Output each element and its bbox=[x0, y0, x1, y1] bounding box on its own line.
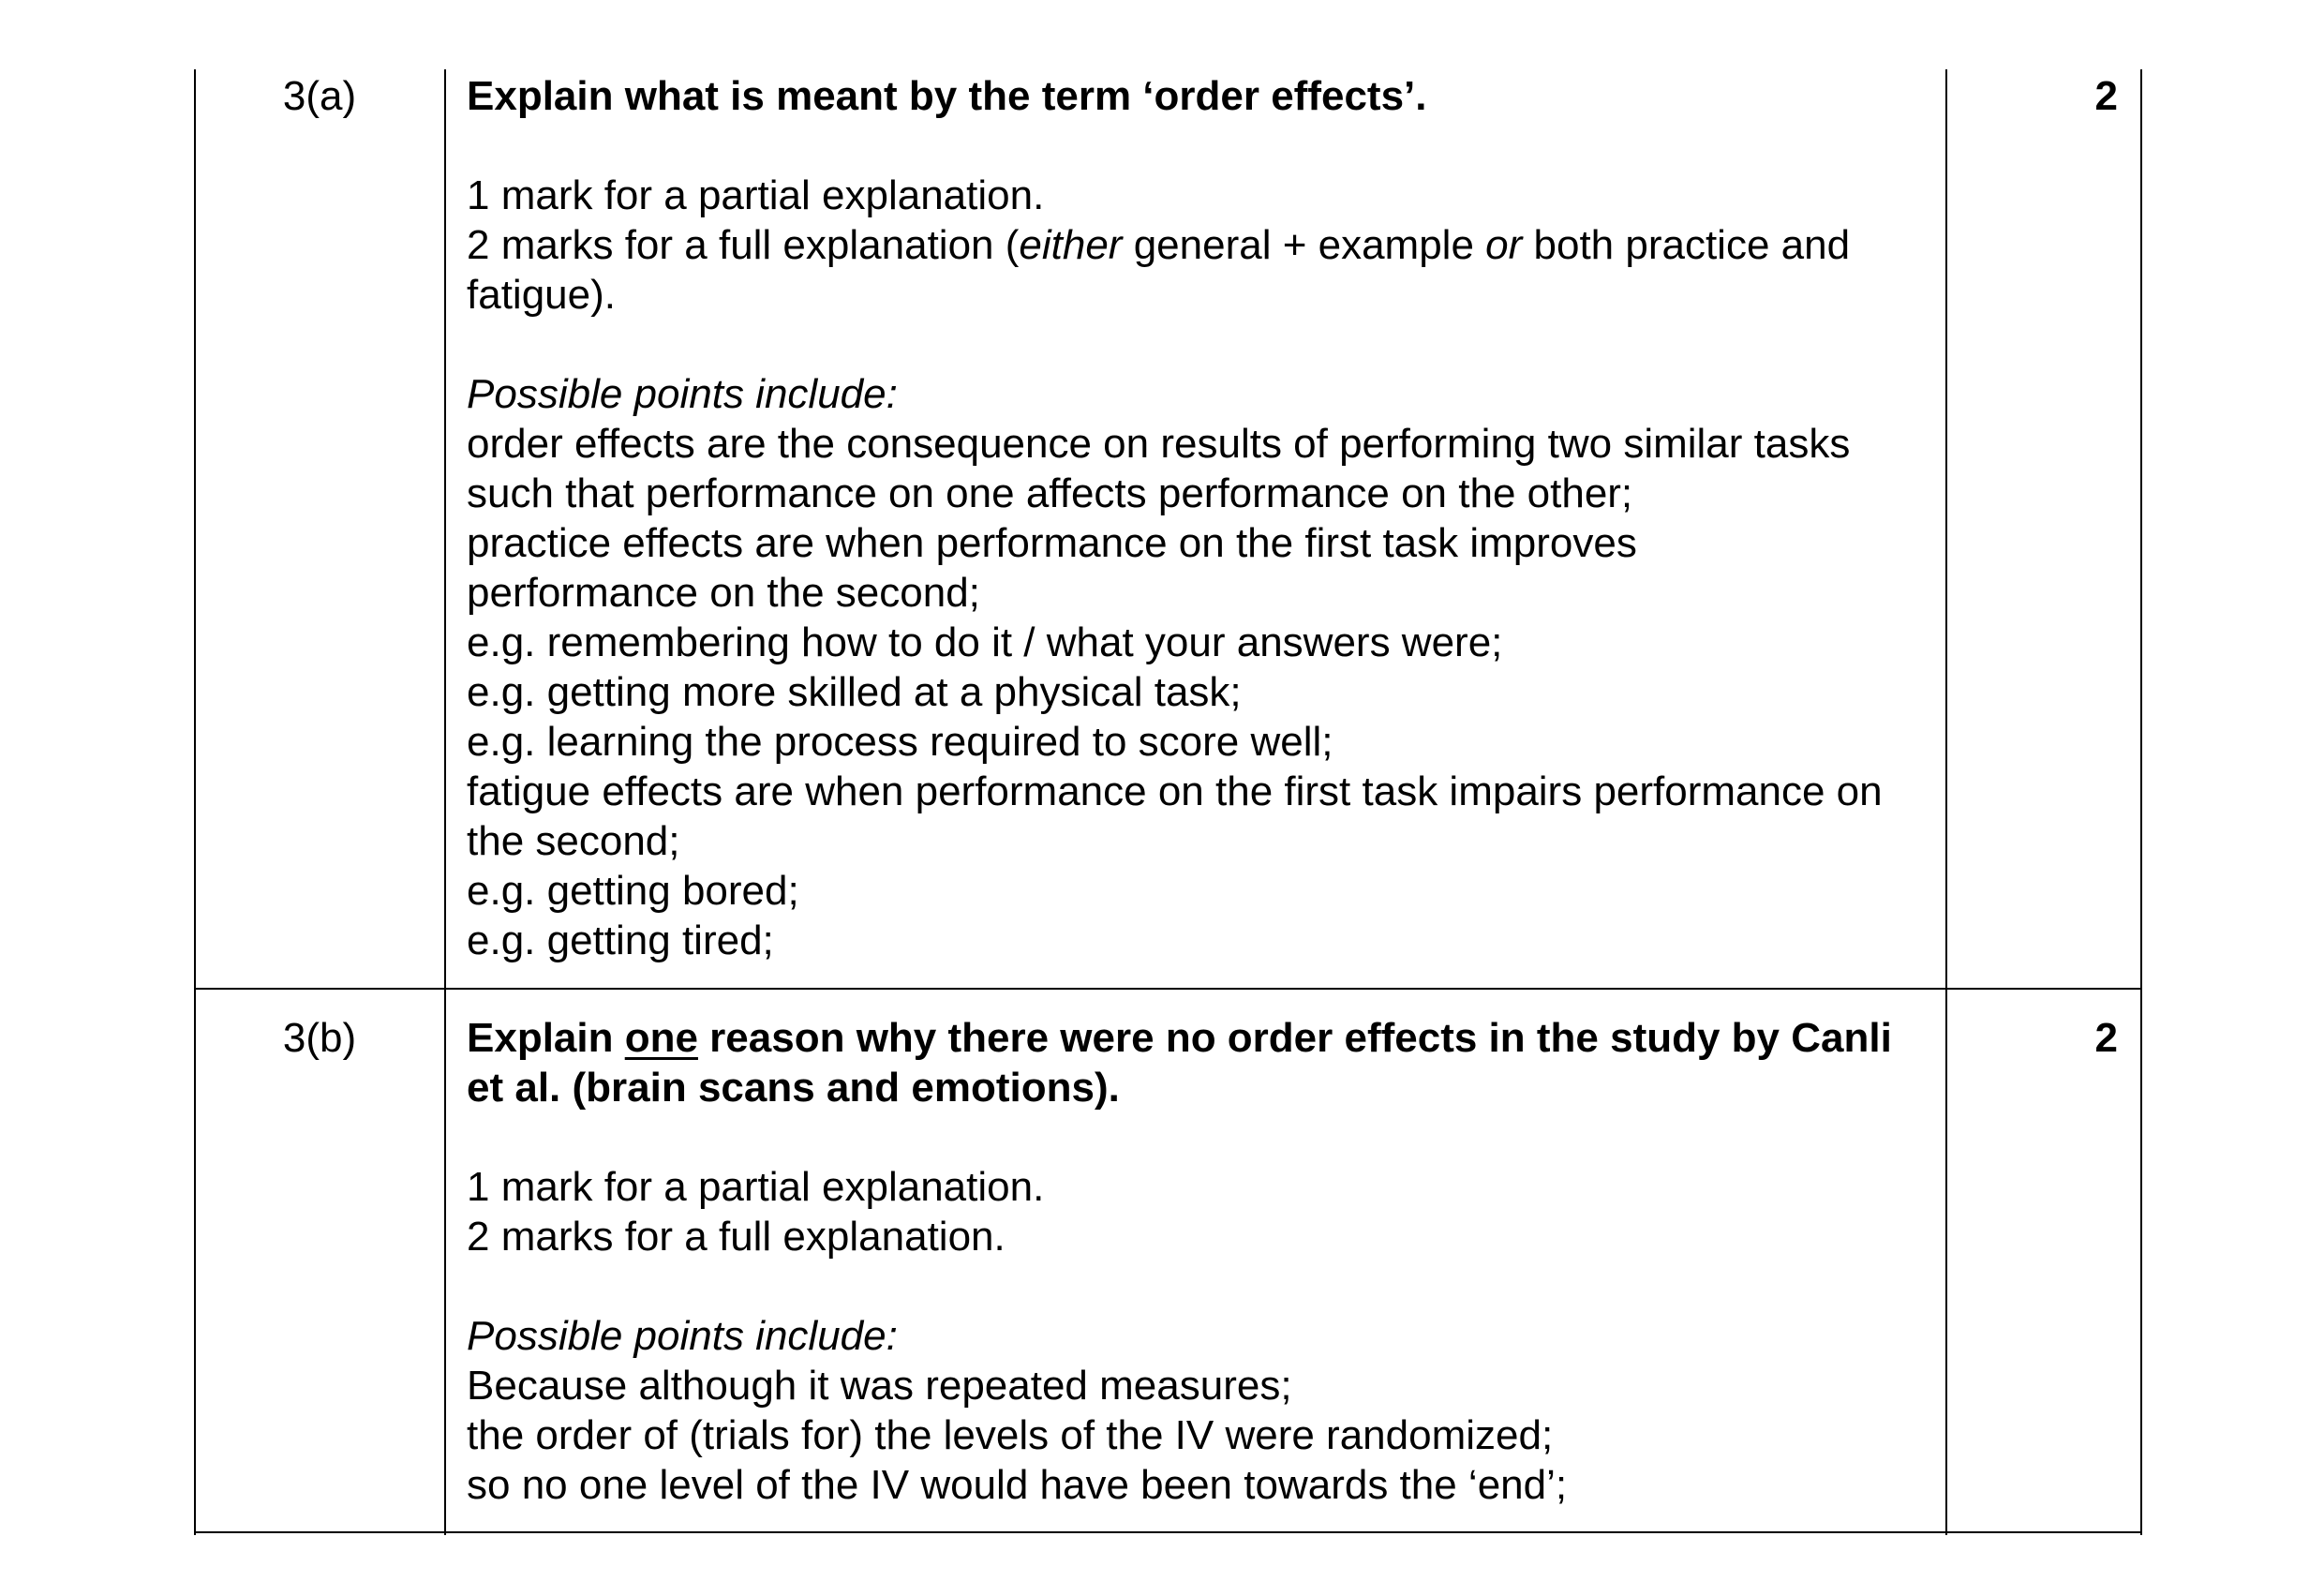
possible-point: Because although it was repeated measures; bbox=[467, 1363, 1292, 1409]
question-number: 3(a) bbox=[282, 73, 357, 119]
mark-scheme-line-full: 2 marks for a full explanation (either general + example or both practice and fatigue). bbox=[467, 222, 1851, 318]
table-right-border bbox=[2140, 69, 2142, 1535]
possible-points-heading: Possible points include: bbox=[467, 1313, 898, 1359]
question-number: 3(b) bbox=[282, 1015, 357, 1061]
mark-scheme-line: 1 mark for a partial explanation. bbox=[467, 1164, 1045, 1210]
possible-point: fatigue effects are when performance on the first task impairs performance on the second; bbox=[467, 768, 1883, 864]
question-marks: 2 bbox=[2094, 73, 2118, 119]
question-marks: 2 bbox=[2094, 1015, 2118, 1061]
possible-point: practice effects are when performance on the first task improves performance on the second; bbox=[467, 520, 1637, 616]
possible-points-heading: Possible points include: bbox=[467, 371, 898, 417]
mark-scheme-line: 1 mark for a partial explanation. bbox=[467, 172, 1045, 218]
column-divider-marks bbox=[1945, 69, 1947, 1535]
table-left-border bbox=[194, 69, 196, 1535]
possible-point: the order of (trials for) the levels of the IV were randomized; bbox=[467, 1412, 1554, 1458]
possible-point: e.g. getting bored; bbox=[467, 868, 799, 914]
possible-point: e.g. learning the process required to score well; bbox=[467, 719, 1333, 765]
row-divider bbox=[194, 988, 2142, 990]
possible-point: e.g. getting more skilled at a physical task; bbox=[467, 669, 1242, 715]
mark-scheme-line: 2 marks for a full explanation. bbox=[467, 1214, 1006, 1260]
table-bottom-border bbox=[194, 1531, 2142, 1533]
column-divider-number bbox=[444, 69, 446, 1535]
possible-point: e.g. remembering how to do it / what your answers were; bbox=[467, 619, 1503, 665]
question-3b-content bbox=[467, 1013, 1929, 1510]
possible-point: e.g. getting tired; bbox=[467, 917, 774, 963]
question-text: Explain one reason why there were no order effects in the study by Canli et al. (brain scans and emotions). bbox=[467, 1015, 1892, 1111]
question-3a-content bbox=[467, 71, 1929, 965]
question-text: Explain what is meant by the term ‘order effects’. bbox=[467, 73, 1427, 119]
possible-point: order effects are the consequence on results of performing two similar tasks such that performance on one affects performance on the other; bbox=[467, 421, 1851, 516]
possible-point: so no one level of the IV would have been towards the ‘end’; bbox=[467, 1462, 1568, 1508]
